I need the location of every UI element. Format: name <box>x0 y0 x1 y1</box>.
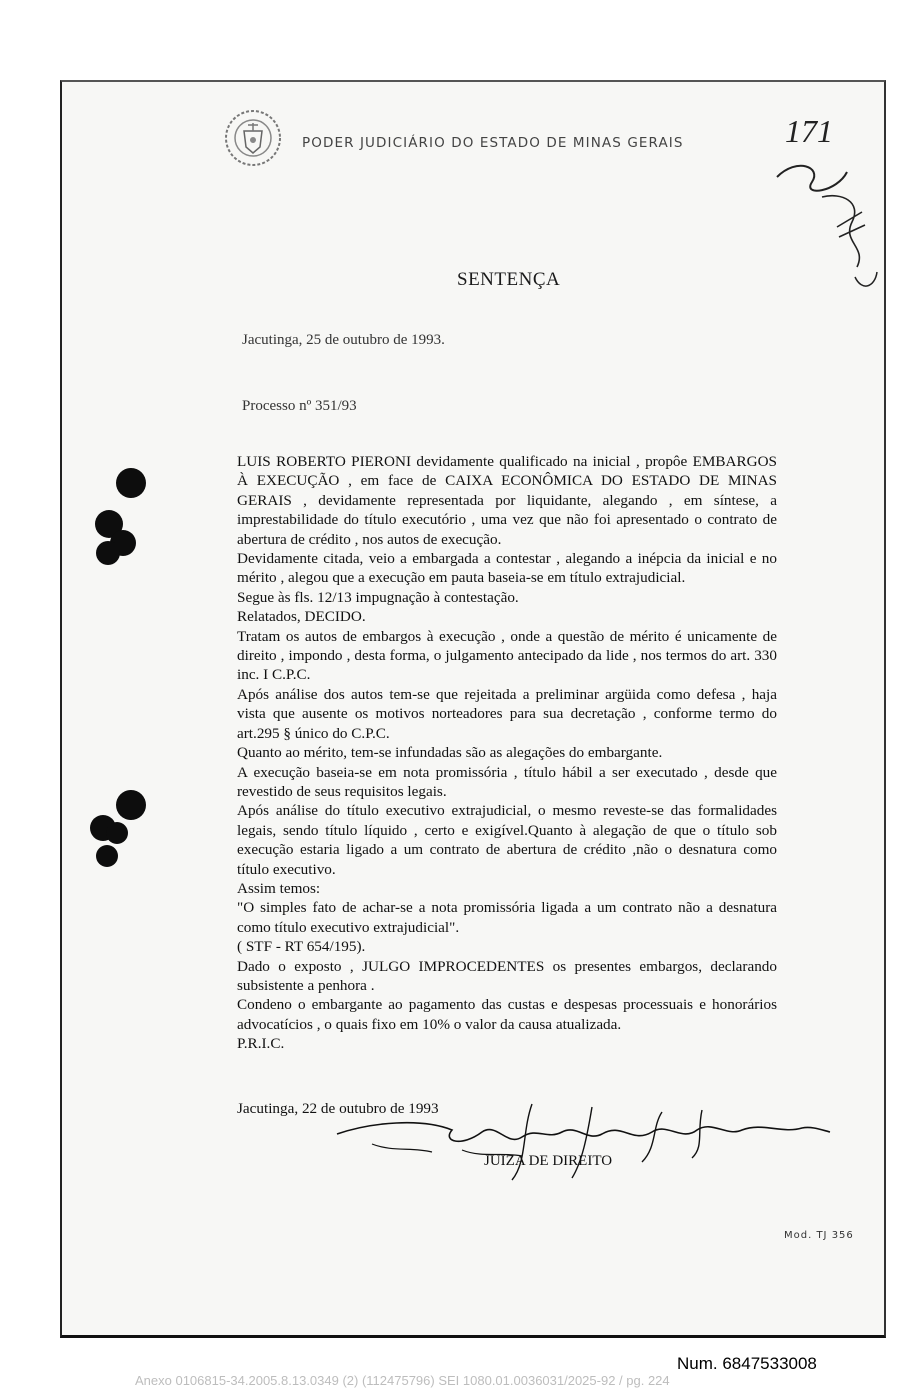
paragraph: Segue às fls. 12/13 impugnação à contestação. <box>237 588 519 606</box>
coat-of-arms-seal <box>222 107 284 169</box>
form-code: Mod. TJ 356 <box>784 1230 854 1241</box>
paragraph: Após análise do título executivo extrajudicial, o mesmo reveste-se das formalidades legais, sendo título líquido , certo e exigível.Quanto à alegação de que o título sob execução estaria ligado a um contrato de abertura de crédito ,não o desnatura como título executivo. <box>237 802 777 878</box>
date-line: Jacutinga, 25 de outubro de 1993. <box>242 332 445 348</box>
paragraph: Quanto ao mérito, tem-se infundadas são as alegações do embargante. <box>237 744 663 762</box>
paragraph: P.R.I.C. <box>237 1035 285 1053</box>
document-title: SENTENÇA <box>457 269 561 290</box>
paragraph: Assim temos: <box>237 879 321 897</box>
punch-hole <box>96 541 120 565</box>
margin-note-number: 171 <box>785 113 833 149</box>
punch-hole <box>96 845 118 867</box>
document-page <box>60 80 886 1338</box>
paragraph: Tratam os autos de embargos à execução , onde a questão de mérito é unicamente de direito , impondo , desta forma, o julgamento antecipado da lide , nos termos do art. 330 inc. I C.P.C. <box>237 627 777 684</box>
punch-hole <box>116 468 146 498</box>
paragraph: ( STF - RT 654/195). <box>237 938 366 956</box>
paragraph: Condeno o embargante ao pagamento das custas e despesas processuais e honorários advocatícios , o quais fixo em 10% o valor da causa atualizada. <box>237 996 777 1033</box>
process-number: Processo nº 351/93 <box>242 398 357 414</box>
punch-hole <box>106 822 128 844</box>
paragraph: Relatados, DECIDO. <box>237 608 366 626</box>
punch-hole <box>116 790 146 820</box>
paragraph: A execução baseia-se em nota promissória , título hábil a ser executado , desde que revestido de seus requisitos legais. <box>237 763 777 800</box>
closing-date: Jacutinga, 22 de outubro de 1993 <box>237 1100 439 1117</box>
annex-footer: Anexo 0106815-34.2005.8.13.0349 (2) (112475796) SEI 1080.01.0036031/2025-92 / pg. 224 <box>135 1373 670 1388</box>
institution-header: PODER JUDICIÁRIO DO ESTADO DE MINAS GERAIS <box>302 135 684 151</box>
sentence-body <box>237 452 777 1054</box>
paragraph: "O simples fato de achar-se a nota promissória ligada a um contrato não a desnatura como título executivo extrajudicial". <box>237 899 777 936</box>
margin-handwritten-marks <box>767 97 887 297</box>
paragraph: Após análise dos autos tem-se que rejeitada a preliminar argüida como defesa , haja vista que ausente os motivos norteadores para sua decretação , conforme termo do art.295 § único do C.P.C. <box>237 685 777 742</box>
paragraph: LUIS ROBERTO PIERONI devidamente qualificado na inicial , propôe EMBARGOS À EXECUÇÃO , em face de CAIXA ECONÔMICA DO ESTADO DE MINAS GERAIS , devidamente representada por liquidante, alegando , em síntese, a imprestabilidade do título executório , uma vez que não foi apresentado o contrato de abertura de crédito , nos autos de execução. <box>237 453 777 548</box>
document-number: Num. 6847533008 <box>677 1354 817 1373</box>
paragraph: Devidamente citada, veio a embargada a contestar , alegando a inépcia da inicial e no mérito , alegou que a execução em pauta baseia-se em título extrajudicial. <box>237 550 777 587</box>
judge-title: JUIZA DE DIREITO <box>484 1153 613 1169</box>
paragraph: Dado o exposto , JULGO IMPROCEDENTES os presentes embargos, declarando subsistente a penhora . <box>237 957 777 994</box>
